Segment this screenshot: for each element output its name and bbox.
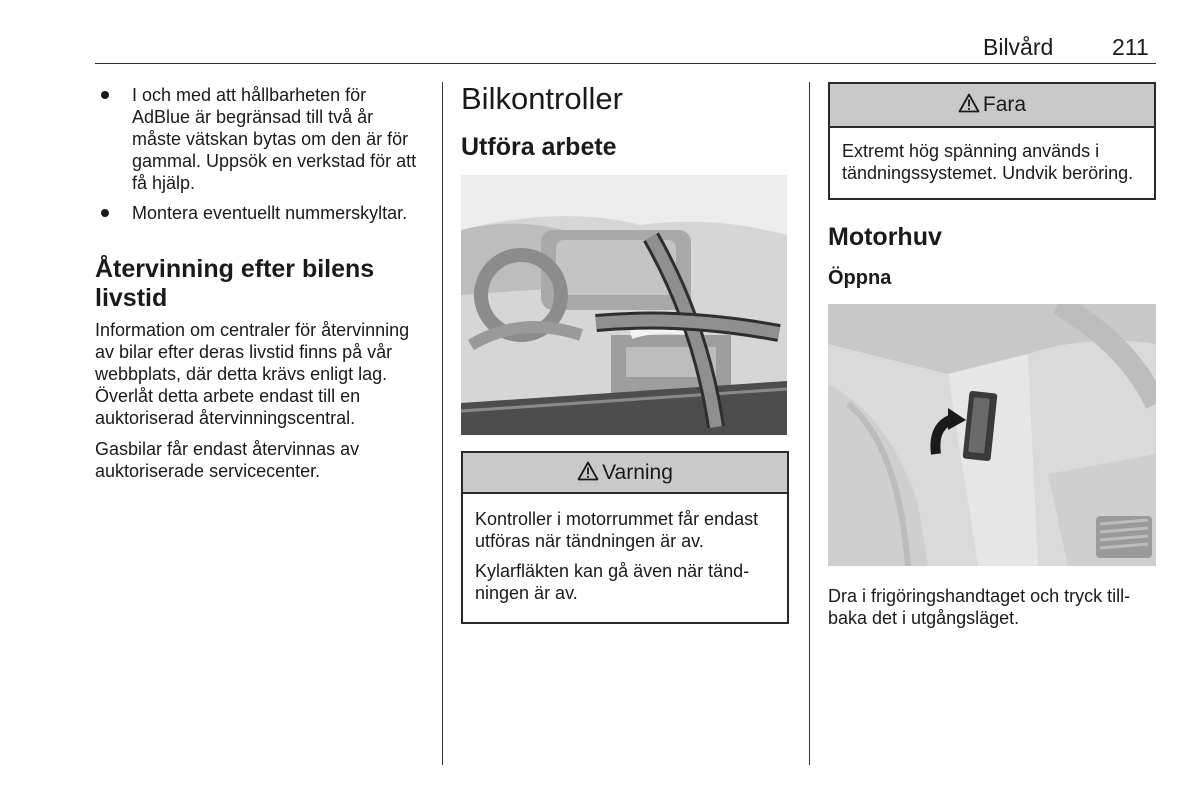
running-header-section: Bilvård [983, 34, 1054, 60]
page-title: Bilkontroller [461, 81, 623, 116]
danger-body [830, 128, 1154, 198]
left-column [95, 84, 423, 491]
list-item: Montera eventuellt nummerskyltar. [95, 202, 423, 224]
right-column [828, 82, 1156, 629]
page-number: 211 [1112, 34, 1149, 60]
recycling-heading: Återvinning efter bilens livstid [95, 255, 375, 312]
bullet-icon [101, 91, 109, 99]
open-subheading: Öppna [828, 267, 892, 289]
danger-text: Extremt hög spänning används i tändningssystemet. Undvik beröring. [842, 141, 1134, 183]
engine-bay-illustration [461, 175, 787, 435]
recycling-paragraph-2: Gasbilar får endast återvinnas av auktoriserade servicecenter. [95, 439, 360, 481]
warning-header: Varning [463, 453, 787, 494]
middle-column [461, 80, 789, 624]
list-item: I och med att hållbarheten för AdBlue är begränsad till två år måste vätskan bytas om den är för gammal. Uppsök en verkstad för att få hjälp. [95, 84, 423, 194]
hood-heading: Motorhuv [828, 223, 942, 251]
danger-header: Fara [830, 84, 1154, 128]
section-subtitle: Utföra arbete [461, 133, 617, 161]
warning-triangle-icon [958, 93, 980, 113]
column-divider-right [809, 82, 810, 765]
header-rule [95, 63, 1156, 64]
hood-caption: Dra i frigöringshandtaget och tryck tillbaka det i utgångsläget. [828, 586, 1131, 628]
warning-text-2: Kylarfläkten kan gå även när tändningen är av. [475, 561, 750, 603]
column-divider-left [442, 82, 443, 765]
bullet-list [95, 84, 423, 224]
bullet-icon [101, 209, 109, 217]
warning-triangle-icon [577, 461, 599, 481]
warning-text-1: Kontroller i motorrummet får endast utföras när tändningen är av. [475, 509, 759, 551]
danger-box [828, 82, 1156, 200]
recycling-paragraph-1: Information om centraler för återvinning av bilar efter deras livstid finns på vår webbplats, där detta krävs enligt lag. Överlåt detta arbete endast till en auktoriserad återvinningscentral. [95, 320, 410, 428]
hood-release-illustration [828, 304, 1156, 566]
warning-box [461, 451, 789, 624]
warning-body [463, 494, 787, 622]
